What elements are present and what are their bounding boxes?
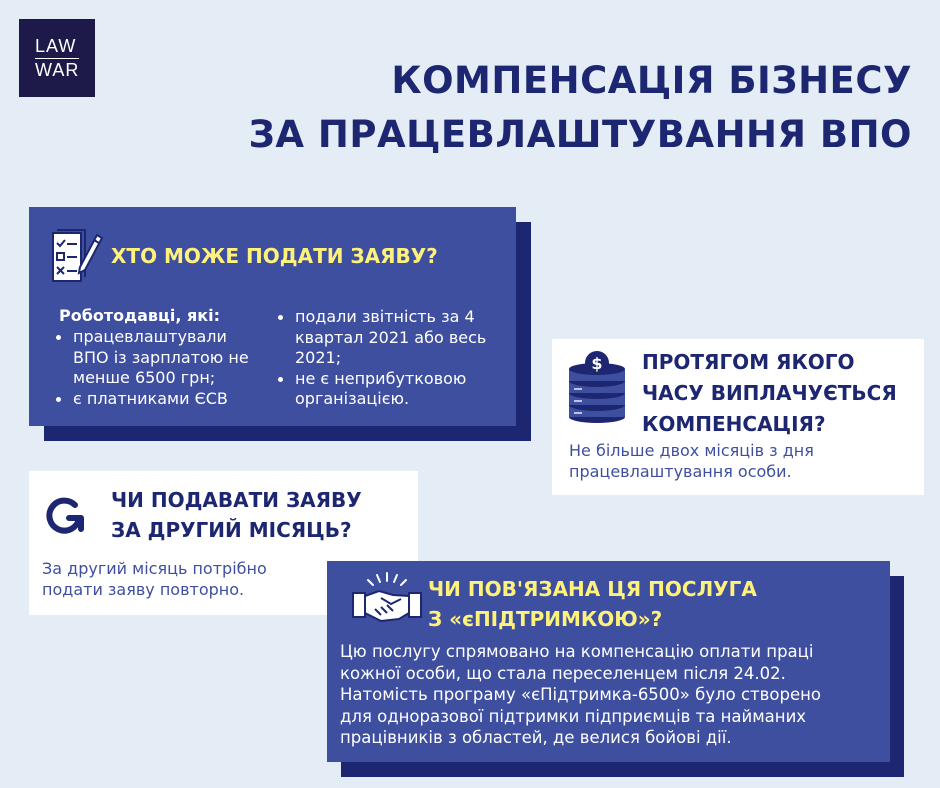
related-heading — [428, 574, 757, 634]
related-body — [340, 641, 821, 749]
second-month-body-line: подати заяву повторно. — [42, 580, 245, 599]
page-title-line-1: КОМПЕНСАЦІЯ БІЗНЕСУ — [391, 59, 912, 102]
logo-line-1: LAW — [35, 36, 77, 56]
who-right-list — [277, 307, 502, 410]
who-heading: ХТО МОЖЕ ПОДАТИ ЗАЯВУ? — [111, 244, 438, 268]
second-month-heading-line: ЧИ ПОДАВАТИ ЗАЯВУ — [111, 488, 362, 512]
period-heading-line: КОМПЕНСАЦІЯ? — [642, 412, 826, 436]
related-body-line: кожної особи, що стала переселенцем після 24.02. — [340, 663, 786, 683]
who-card — [29, 207, 516, 426]
who-left-list — [55, 327, 265, 409]
svg-text:$: $ — [591, 354, 603, 373]
period-body-line: Не більше двох місяців з дня — [569, 441, 814, 460]
related-body-line: Цю послугу спрямовано на компенсацію оплати праці — [340, 642, 814, 661]
period-body — [569, 440, 814, 482]
page-title-line-2: ЗА ПРАЦЕВЛАШТУВАННЯ ВПО — [248, 113, 912, 156]
related-card — [327, 561, 890, 762]
related-body-line: Натомість програму «єПідтримка-6500» було створено — [340, 685, 821, 704]
period-body-line: працевлаштування особи. — [569, 462, 792, 481]
list-item: не є неприбутковою організацією. — [277, 369, 502, 410]
second-month-body-line: За другий місяць потрібно — [42, 559, 267, 578]
related-heading-line: З «єПІДТРИМКОЮ»? — [428, 607, 663, 631]
logo-divider — [35, 58, 79, 59]
related-body-line: працівників з областей, де велися бойові дії. — [340, 728, 732, 747]
list-item: працевлаштували ВПО із зарплатою не менше 6500 грн; — [55, 327, 265, 389]
list-item: є платниками ЄСВ — [55, 389, 265, 410]
second-month-heading-line: ЗА ДРУГИЙ МІСЯЦЬ? — [111, 518, 352, 542]
list-item: подали звітність за 4 квартал 2021 або весь 2021; — [277, 307, 502, 369]
refresh-icon — [45, 491, 85, 535]
period-card — [552, 339, 924, 495]
second-month-heading — [111, 485, 362, 545]
logo-line-2: WAR — [35, 60, 80, 80]
handshake-icon — [351, 571, 423, 627]
related-body-line: для одноразової підтримки підприємців та найманих — [340, 706, 807, 726]
period-heading-line: ЧАСУ ВИПЛАЧУЄТЬСЯ — [642, 381, 897, 405]
coin-stack-icon — [566, 349, 628, 425]
second-month-body — [42, 558, 267, 600]
period-heading — [642, 347, 897, 440]
who-lead: Роботодавці, які: — [59, 306, 220, 325]
page-title — [249, 54, 912, 162]
law-war-logo — [19, 19, 95, 97]
period-heading-line: ПРОТЯГОМ ЯКОГО — [642, 350, 855, 374]
related-heading-line: ЧИ ПОВ'ЯЗАНА ЦЯ ПОСЛУГА — [428, 577, 757, 601]
checklist-pen-icon — [47, 223, 105, 285]
